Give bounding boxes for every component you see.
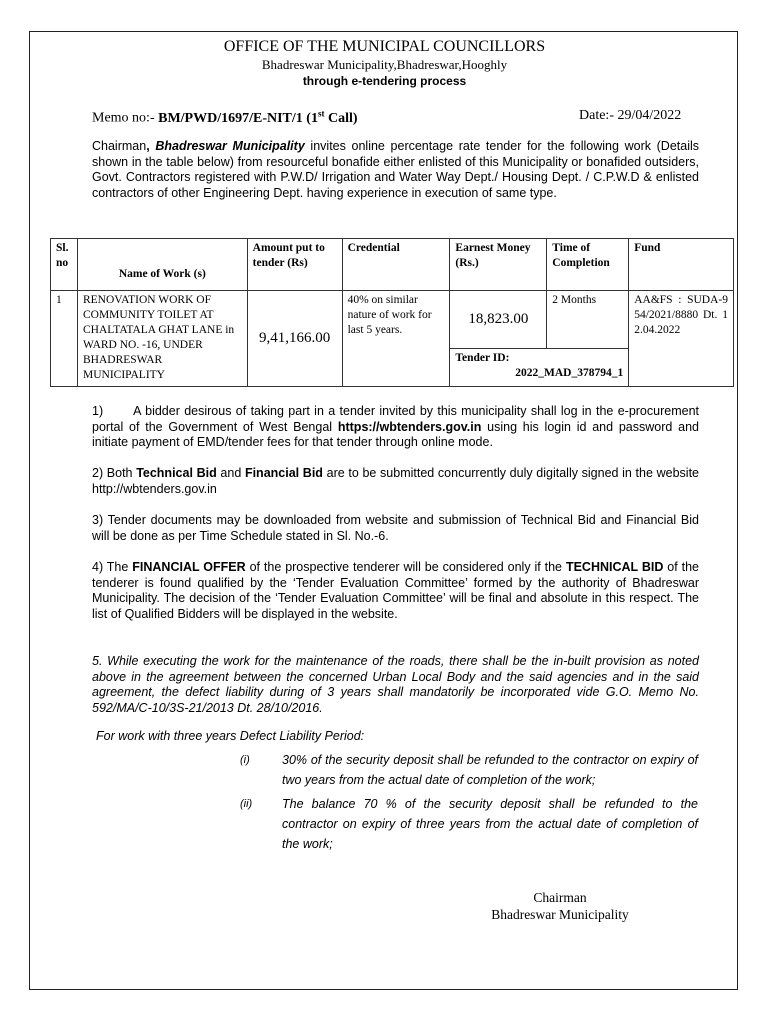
row-sl: 1: [51, 291, 78, 387]
signature-title: Chairman: [533, 890, 587, 905]
row-credential: 40% on similar nature of work for last 5 years.: [342, 291, 450, 387]
header-credential: Credential: [342, 239, 450, 291]
row-earnest: 18,823.00: [450, 291, 547, 349]
dlp-title: For work with three years Defect Liability Period:: [96, 729, 365, 743]
dlp-item-2-text: The balance 70 % of the security deposit shall be refunded to the contractor on expiry of three years from the actual date of completion of the work;: [282, 797, 698, 851]
table-row: [51, 291, 734, 349]
header-time: Time of Completion: [547, 239, 629, 291]
process-subtitle: through e-tendering process: [302, 74, 467, 88]
intro-paragraph: Chairman, Bhadreswar Municipality invites online percentage rate tender for the following work (Details shown in the table below) from resourceful bonafide either enlisted of this Municipality or bonafided outsiders, Govt. Contractors registered with P.W.D/ Irrigation and Water Way Dept./ Housing Dept. / C.P.W.D & enlisted contractors of other Engineering Dept. having experience in execution of same type.: [92, 139, 700, 200]
dlp-item-1-text: 30% of the security deposit shall be refunded to the contractor on expiry of two years from the actual date of completion of the work;: [282, 753, 698, 787]
dlp-item-1-number: (i): [240, 754, 250, 766]
dlp-item-1: [240, 750, 700, 792]
tender-id-label: Tender ID:: [455, 352, 510, 364]
dlp-item-2: [240, 794, 700, 856]
clause-1: 1) A bidder desirous of taking part in a tender invited by this municipality shall log in the e-procurement portal of the Government of West Bengal https://wbtenders.gov.in using his login id and password and initiate payment of EMD/tender fees for that tender through online mode.: [92, 404, 699, 450]
header-sl: Sl. no: [51, 239, 78, 291]
signature-org: Bhadreswar Municipality: [491, 907, 629, 922]
memo-date: Date:- 29/04/2022: [579, 108, 682, 123]
row-name: RENOVATION WORK OF COMMUNITY TOILET AT CHALTATALA GHAT LANE in WARD NO. -16, UNDER BHADRESWAR MUNICIPALITY: [77, 291, 247, 387]
row-time: 2 Months: [547, 291, 629, 349]
clause-2: 2) Both Technical Bid and Financial Bid are to be submitted concurrently duly digitally signed in the website http://wbtenders.gov.in: [92, 466, 699, 496]
row-fund: AA&FS : SUDA-954/2021/8880 Dt. 12.04.2022: [629, 291, 734, 387]
tender-id-cell: [450, 349, 629, 387]
table-header-row: [51, 239, 734, 291]
clause-4: 4) The FINANCIAL OFFER of the prospective tenderer will be considered only if the TECHNICAL BID of the tenderer is found qualified by the ‘Tender Evaluation Committee’ formed by the authority of Bhadreswar Municipality. The decision of the ‘Tender Evaluation Committee’ will be final and absolute in this respect. The list of Qualified Bidders will be displayed in the website.: [92, 560, 699, 621]
row-amount: 9,41,166.00: [247, 291, 342, 387]
office-title: OFFICE OF THE MUNICIPAL COUNCILLORS: [223, 38, 546, 55]
clause-3: 3) Tender documents may be downloaded from website and submission of Technical Bid and Financial Bid will be done as per Time Schedule stated in Sl. No.-6.: [92, 513, 699, 543]
header-amount: Amount put to tender (Rs): [247, 239, 342, 291]
tender-id-value: 2022_MAD_378794_1: [515, 367, 624, 379]
header-fund: Fund: [629, 239, 734, 291]
document-page: [29, 31, 738, 990]
memo-number: Memo no:- BM/PWD/1697/E-NIT/1 (1st Call): [92, 108, 358, 126]
clause-5: 5. While executing the work for the maintenance of the roads, there shall be the in-built provision as noted above in the agreement between the concerned Urban Local Body and the said agencies and in the said agreement, the defect liability during of 3 years shall mandatorily be incorporated vide G.O. Memo No. 592/MA/C-10/3S-21/2013 Dt. 28/10/2016.: [92, 654, 699, 715]
header-earnest: Earnest Money (Rs.): [450, 239, 547, 291]
signature-block: [470, 889, 650, 923]
header-name: Name of Work (s): [77, 239, 247, 291]
tender-table: [50, 238, 734, 387]
dlp-item-2-number: (ii): [240, 798, 253, 810]
office-address: Bhadreswar Municipality,Bhadreswar,Hooghly: [261, 57, 508, 72]
